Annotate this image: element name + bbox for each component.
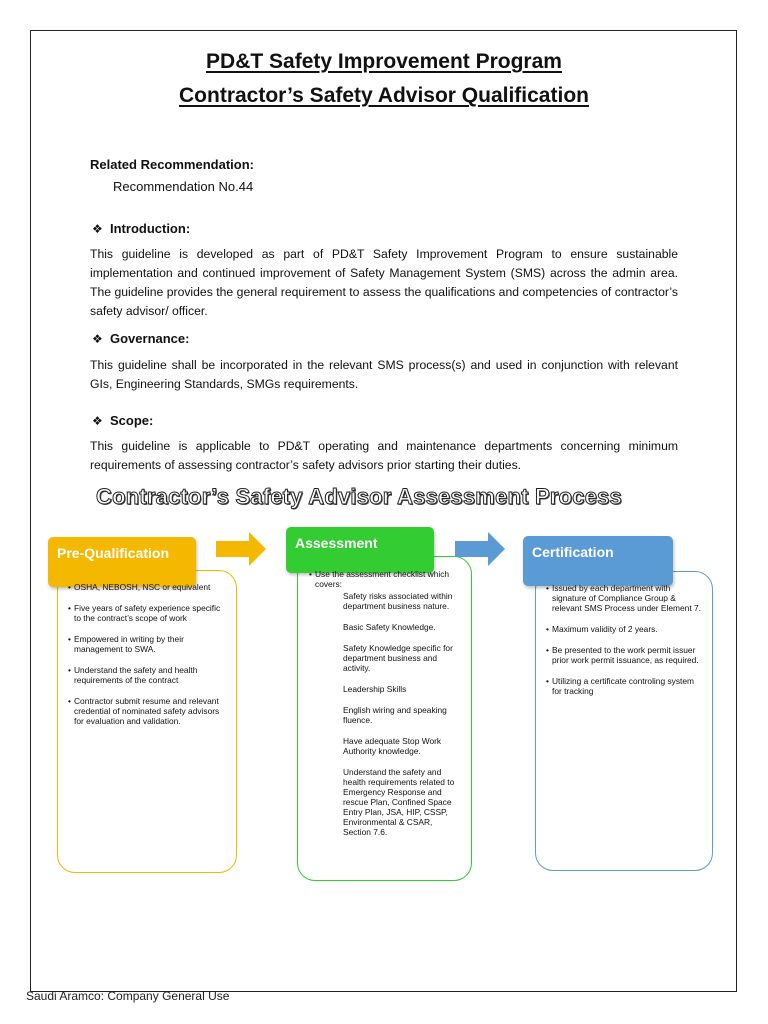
page-title-line1: PD&T Safety Improvement Program (206, 50, 562, 73)
introduction-text: This guideline is developed as part of PD&T Safety Improvement Program to ensure sustainable implementation and continued improvement of Safety Management System (SMS) across the admin area. The guideline provides the general requirement to assess the qualifications and competencies of contractor’s safety advisor/ officer. (90, 247, 678, 318)
assessment-item: Leadership Skills (343, 684, 407, 694)
governance-heading: ❖ Governance: (92, 331, 190, 346)
certification-item: • Issued by each department with signature of Compliance Group & relevant SMS Process under Element 7. (546, 583, 704, 613)
certification-list (546, 583, 704, 707)
right-arrow-icon (216, 532, 268, 566)
assessment-intro: • Use the assessment checklist which covers: (309, 569, 461, 600)
prequal-item: • Contractor submit resume and relevant credential of nominated safety advisors for evaluation and validation. (68, 696, 226, 726)
prequalification-list (68, 582, 226, 737)
assessment-item: English wiring and speaking fluence. (343, 705, 447, 725)
process-title: Contractor’s Safety Advisor Assessment Process (96, 484, 622, 509)
introduction-heading: ❖ Introduction: (92, 221, 191, 236)
assessment-item: Basic Safety Knowledge. (343, 622, 436, 632)
certification-item: • Maximum validity of 2 years. (546, 624, 704, 634)
prequal-item: • Five years of safety experience specific to the contract’s scope of work (68, 603, 226, 623)
diamond-bullet-icon: ❖ (92, 414, 103, 428)
assessment-item: Understand the safety and health requirements related to Emergency Response and rescue Plan, Confined Space Entry Plan, JSA, HIP, CSSP, Environmental & CSAR, Section 7.6. (343, 767, 455, 837)
prequal-item: • OSHA, NEBOSH, NSC or equivalent (68, 582, 226, 592)
assessment-tab: Assessment (286, 527, 434, 573)
assessment-item: Safety Knowledge specific for department business and activity. (343, 643, 453, 673)
assessment-item: Have adequate Stop Work Authority knowledge. (343, 736, 442, 756)
diamond-bullet-icon: ❖ (92, 332, 103, 346)
certification-item: • Be presented to the work permit issuer prior work permit issuance, as required. (546, 645, 704, 665)
scope-heading: ❖ Scope: (92, 413, 154, 428)
prequal-item: • Empowered in writing by their management to SWA. (68, 634, 226, 654)
right-arrow-icon (455, 532, 507, 566)
diamond-bullet-icon: ❖ (92, 222, 103, 236)
scope-text: This guideline is applicable to PD&T operating and maintenance departments concerning minimum requirements of assessing contractor’s safety advisors prior starting their duties. (90, 439, 678, 472)
assessment-item: Safety risks associated within department business nature. (343, 591, 453, 611)
certification-tab: Certification (523, 536, 673, 586)
page-title-line2: Contractor’s Safety Advisor Qualification (179, 84, 589, 107)
certification-item: • Utilizing a certificate controling system for tracking (546, 676, 704, 696)
prequalification-tab: Pre-Qualification (48, 537, 196, 587)
related-recommendation-value: Recommendation No.44 (113, 179, 254, 194)
governance-text: This guideline shall be incorporated in the relevant SMS process(s) and used in conjunction with relevant GIs, Engineering Standards, SMGs requirements. (90, 358, 678, 391)
assessment-list (343, 591, 461, 848)
footer-classification: Saudi Aramco: Company General Use (26, 989, 230, 1003)
prequal-item: • Understand the safety and health requirements of the contract (68, 665, 226, 685)
related-recommendation-heading: Related Recommendation: (90, 157, 254, 172)
